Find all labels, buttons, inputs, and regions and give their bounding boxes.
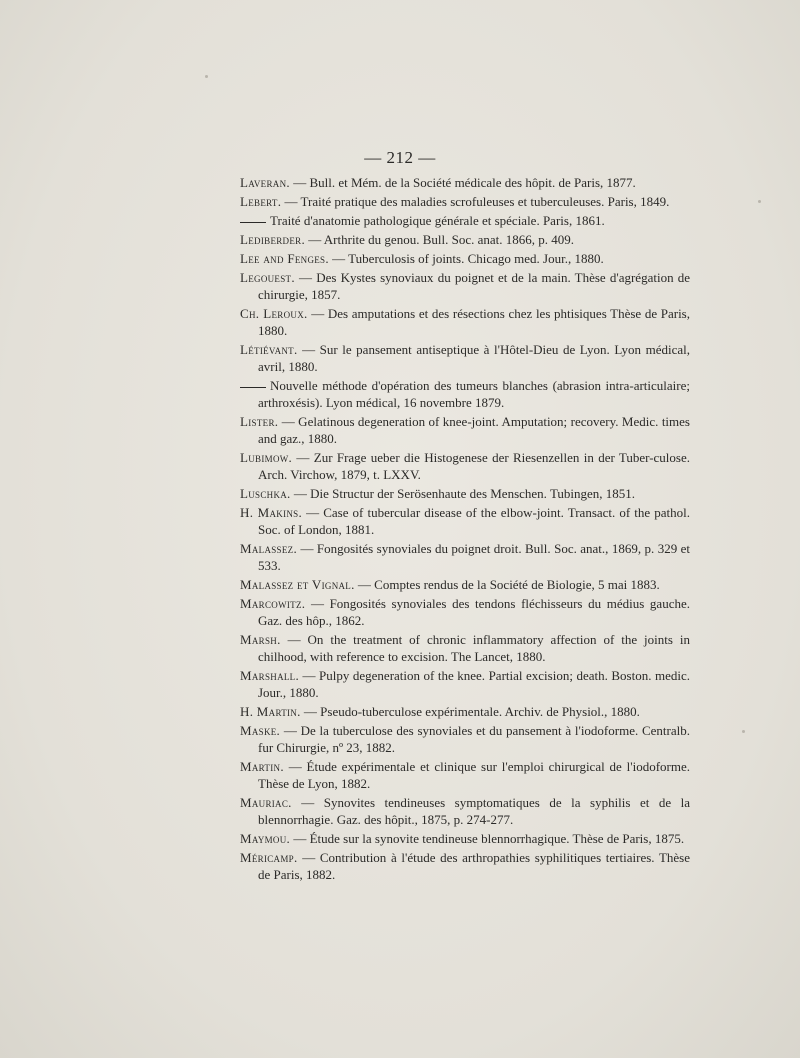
entry-author: Marshall.	[240, 668, 300, 683]
bibliography-entry	[240, 377, 690, 411]
bibliography-entry	[240, 667, 690, 701]
bibliography-entry	[240, 758, 690, 792]
entry-author: Laveran.	[240, 175, 290, 190]
entry-text: Traité d'anatomie pathologique générale et spéciale. Paris, 1861.	[270, 213, 605, 228]
entry-text: — Case of tubercular disease of the elbow-joint. Transact. of the pathol. Soc. of London, 1881.	[258, 505, 690, 537]
bibliography-entry	[240, 794, 690, 828]
bibliography-entry	[240, 413, 690, 447]
entry-author: Méricamp.	[240, 850, 298, 865]
paper-speck	[205, 75, 208, 78]
entry-author: Malassez.	[240, 541, 298, 556]
entry-text: — Synovites tendineuses symptomatiques de la syphilis et de la blennorrhagie. Gaz. des hôpit., 1875, p. 274-277.	[258, 795, 690, 827]
entry-author: Mauriac.	[240, 795, 292, 810]
entry-author: Lubimow.	[240, 450, 293, 465]
ditto-dash	[240, 387, 266, 388]
bibliography-entry	[240, 341, 690, 375]
bibliography-entry	[240, 193, 690, 210]
entry-author: Létiévant.	[240, 342, 298, 357]
entry-author: Lee and Fenges.	[240, 251, 329, 266]
entry-text: — Sur le pansement antiseptique à l'Hôtel-Dieu de Lyon. Lyon médical, avril, 1880.	[258, 342, 690, 374]
entry-text: — Étude expérimentale et clinique sur l'emploi chirurgical de l'iodoforme. Thèse de Lyon, 1882.	[258, 759, 690, 791]
entry-text: — Traité pratique des maladies scrofuleuses et tuberculeuses. Paris, 1849.	[281, 194, 670, 209]
bibliography-entry	[240, 703, 690, 720]
bibliography-entry	[240, 305, 690, 339]
entry-author: Martin.	[240, 759, 284, 774]
bibliography-entry	[240, 212, 690, 229]
entry-author: Luschka.	[240, 486, 291, 501]
entry-text: — Fongosités synoviales des tendons fléchisseurs du médius gauche. Gaz. des hôp., 1862.	[258, 596, 690, 628]
entry-text: — Die Structur der Serösenhaute des Menschen. Tubingen, 1851.	[290, 486, 636, 501]
entry-author: Lister.	[240, 414, 279, 429]
bibliography-entry	[240, 504, 690, 538]
bibliography-entry	[240, 269, 690, 303]
entry-text: — Pseudo-tuberculose expérimentale. Archiv. de Physiol., 1880.	[300, 704, 640, 719]
entry-text: — Des amputations et des résections chez les phtisiques Thèse de Paris, 1880.	[258, 306, 690, 338]
entry-text: — Des Kystes synoviaux du poignet et de la main. Thèse d'agrégation de chirurgie, 1857.	[258, 270, 690, 302]
bibliography-entry	[240, 595, 690, 629]
bibliography-entry	[240, 849, 690, 883]
bibliography-entry	[240, 485, 690, 502]
bibliography-entry	[240, 174, 690, 191]
entry-author: Malassez et Vignal.	[240, 577, 355, 592]
entry-text: — Contribution à l'étude des arthropathies syphilitiques tertiaires. Thèse de Paris, 1882.	[258, 850, 690, 882]
entry-text: Nouvelle méthode d'opération des tumeurs blanches (abrasion intra-articulaire; arthroxésis). Lyon médical, 16 novembre 1879.	[258, 378, 690, 410]
entry-author: Lebert.	[240, 194, 282, 209]
entry-author: Maske.	[240, 723, 281, 738]
entry-author: Ch. Leroux.	[240, 306, 308, 321]
entry-author: Maymou.	[240, 831, 291, 846]
entry-text: — Étude sur la synovite tendineuse blennorrhagique. Thèse de Paris, 1875.	[290, 831, 685, 846]
bibliography-entry	[240, 449, 690, 483]
entry-text: — Zur Frage ueber die Histogenese der Riesenzellen in der Tuber-culose. Arch. Virchow, 1879, t. LXXV.	[258, 450, 690, 482]
entry-author: Lediberder.	[240, 232, 305, 247]
entry-text: — Fongosités synoviales du poignet droit. Bull. Soc. anat., 1869, p. 329 et 533.	[258, 541, 690, 573]
entry-author: H. Makins.	[240, 505, 303, 520]
entry-text: — Arthrite du genou. Bull. Soc. anat. 1866, p. 409.	[305, 232, 575, 247]
paper-speck	[742, 730, 745, 733]
entry-text: — Tuberculosis of joints. Chicago med. Jour., 1880.	[328, 251, 604, 266]
entry-text: — De la tuberculose des synoviales et du pansement à l'iodoforme. Centralb. fur Chirurgie, nº 23, 1882.	[258, 723, 690, 755]
page-number: — 212 —	[364, 148, 436, 167]
paper-speck	[758, 200, 761, 203]
entry-author: H. Martin.	[240, 704, 301, 719]
bibliography-entry	[240, 250, 690, 267]
bibliography-entry	[240, 231, 690, 248]
bibliography-list	[240, 174, 690, 885]
entry-text: — Pulpy degeneration of the knee. Partial excision; death. Boston. medic. Jour., 1880.	[258, 668, 690, 700]
entry-text: — Comptes rendus de la Société de Biologie, 5 mai 1883.	[354, 577, 660, 592]
bibliography-entry	[240, 631, 690, 665]
bibliography-entry	[240, 722, 690, 756]
entry-text: — Bull. et Mém. de la Société médicale des hôpit. de Paris, 1877.	[289, 175, 636, 190]
bibliography-entry	[240, 576, 690, 593]
bibliography-entry	[240, 830, 690, 847]
entry-text: — On the treatment of chronic inflammatory affection of the joints in chilhood, with reference to excision. The Lancet, 1880.	[258, 632, 690, 664]
entry-author: Marsh.	[240, 632, 281, 647]
bibliography-entry	[240, 540, 690, 574]
entry-text: — Gelatinous degeneration of knee-joint. Amputation; recovery. Medic. times and gaz., 1880.	[258, 414, 690, 446]
entry-author: Marcowitz.	[240, 596, 306, 611]
ditto-dash	[240, 222, 266, 223]
entry-author: Legouest.	[240, 270, 295, 285]
